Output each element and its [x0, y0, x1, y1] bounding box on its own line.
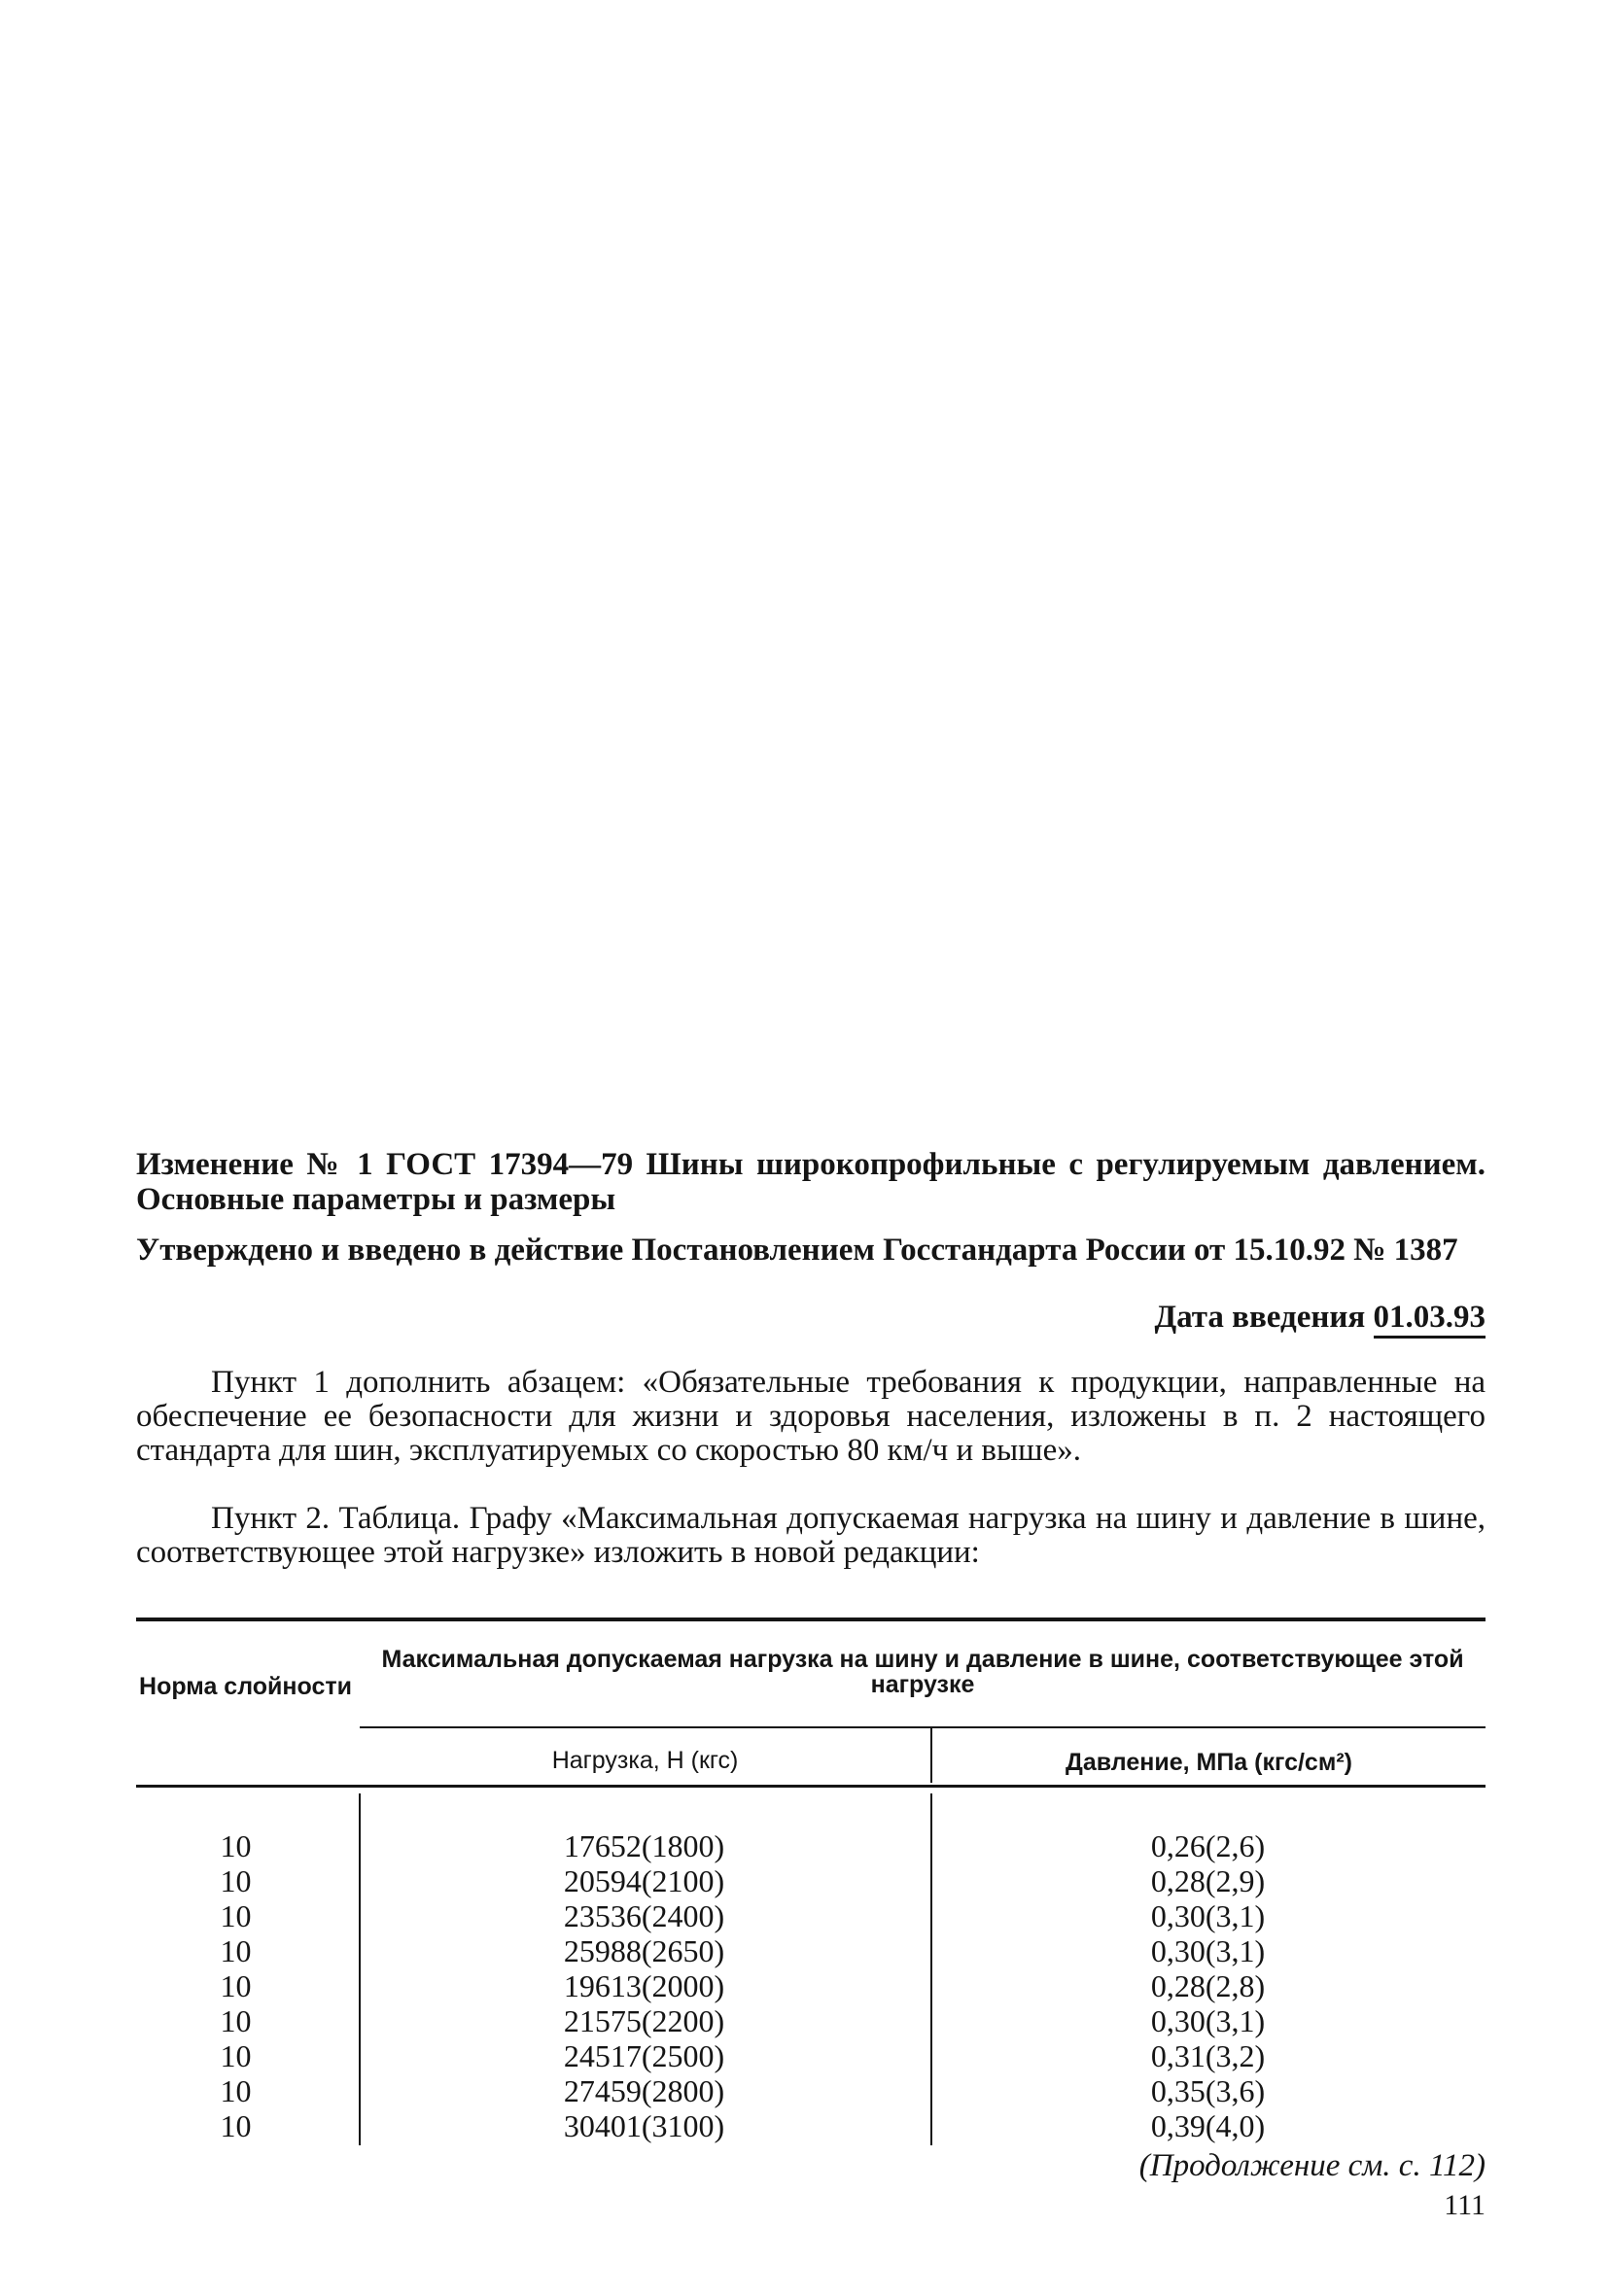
load-cell: 30401(3100) [563, 2108, 725, 2143]
load-cell: 19613(2000) [563, 1968, 725, 2003]
pressure-cell: 0,26(2,6) [1150, 1828, 1266, 1863]
page-number: 111 [1444, 2189, 1486, 2221]
pressure-cell: 0,28(2,9) [1150, 1863, 1266, 1898]
ply-rating-cell: 10 [220, 1828, 252, 1863]
load-cell: 17652(1800) [563, 1828, 725, 1863]
table-row [136, 1933, 1486, 1968]
load-header: Нагрузка, Н (кгс) [551, 1747, 739, 1774]
table-row [136, 2073, 1486, 2108]
table-row [136, 1863, 1486, 1898]
load-cell: 25988(2650) [563, 1933, 725, 1968]
amendment-title: Изменение № 1 ГОСТ 17394—79 Шины широкопрофильные с регулируемым давлением. Основные параметры и размеры [136, 1147, 1486, 1217]
approval-statement: Утверждено и введено в действие Постановлением Госстандарта России от 15.10.92 № 1387 [136, 1233, 1458, 1268]
ply-rating-header: Норма слойности [139, 1673, 352, 1700]
load-cell: 21575(2200) [563, 2003, 725, 2038]
group-header-rule [360, 1726, 1486, 1728]
effective-date-value: 01.03.93 [1374, 1300, 1486, 1339]
table-row [136, 2038, 1486, 2073]
load-cell: 27459(2800) [563, 2073, 725, 2108]
pressure-cell: 0,30(3,1) [1150, 1933, 1266, 1968]
ply-rating-cell: 10 [220, 1968, 252, 2003]
table-body [136, 1828, 1486, 2143]
load-cell: 23536(2400) [563, 1898, 725, 1933]
pressure-cell: 0,31(3,2) [1150, 2038, 1266, 2073]
load-cell: 24517(2500) [563, 2038, 725, 2073]
table-row [136, 2003, 1486, 2038]
pressure-cell: 0,39(4,0) [1150, 2108, 1266, 2143]
pressure-cell: 0,28(2,8) [1150, 1968, 1266, 2003]
pressure-cell: 0,30(3,1) [1150, 2003, 1266, 2038]
ply-rating-cell: 10 [220, 2038, 252, 2073]
table-row [136, 1828, 1486, 1863]
table-row [136, 1968, 1486, 2003]
ply-rating-cell: 10 [220, 1898, 252, 1933]
load-cell: 20594(2100) [563, 1863, 725, 1898]
table-row [136, 1898, 1486, 1933]
pressure-cell: 0,30(3,1) [1150, 1898, 1266, 1933]
ply-rating-cell: 10 [220, 1863, 252, 1898]
effective-date [1154, 1300, 1486, 1335]
table-header [136, 1621, 1486, 1787]
table-header-bottom-rule [136, 1785, 1486, 1788]
ply-rating-cell: 10 [220, 2073, 252, 2108]
ply-rating-cell: 10 [220, 1933, 252, 1968]
paragraph-point-2: Пункт 2. Таблица. Графу «Максимальная допускаемая нагрузка на шину и давление в шине, соответствующее этой нагрузке» изложить в новой редакции: [136, 1501, 1486, 1570]
ply-rating-cell: 10 [220, 2003, 252, 2038]
pressure-header: Давление, МПа (кгс/см²) [1066, 1749, 1352, 1776]
group-header: Максимальная допускаемая нагрузка на шину и давление в шине, соответствующее этой нагрузке [381, 1646, 1464, 1698]
effective-date-label: Дата введения [1154, 1300, 1366, 1335]
ply-rating-cell: 10 [220, 2108, 252, 2143]
continuation-note: (Продолжение см. с. 112) [1138, 2148, 1486, 2183]
paragraph-point-1: Пункт 1 дополнить абзацем: «Обязательные требования к продукции, направленные на обеспечение ее безопасности для жизни и здоровья населения, изложены в п. 2 настоящего стандарта для шин, эксплуатируемых со скоростью 80 км/ч и выше». [136, 1365, 1486, 1468]
pressure-cell: 0,35(3,6) [1150, 2073, 1266, 2108]
table-row [136, 2108, 1486, 2143]
